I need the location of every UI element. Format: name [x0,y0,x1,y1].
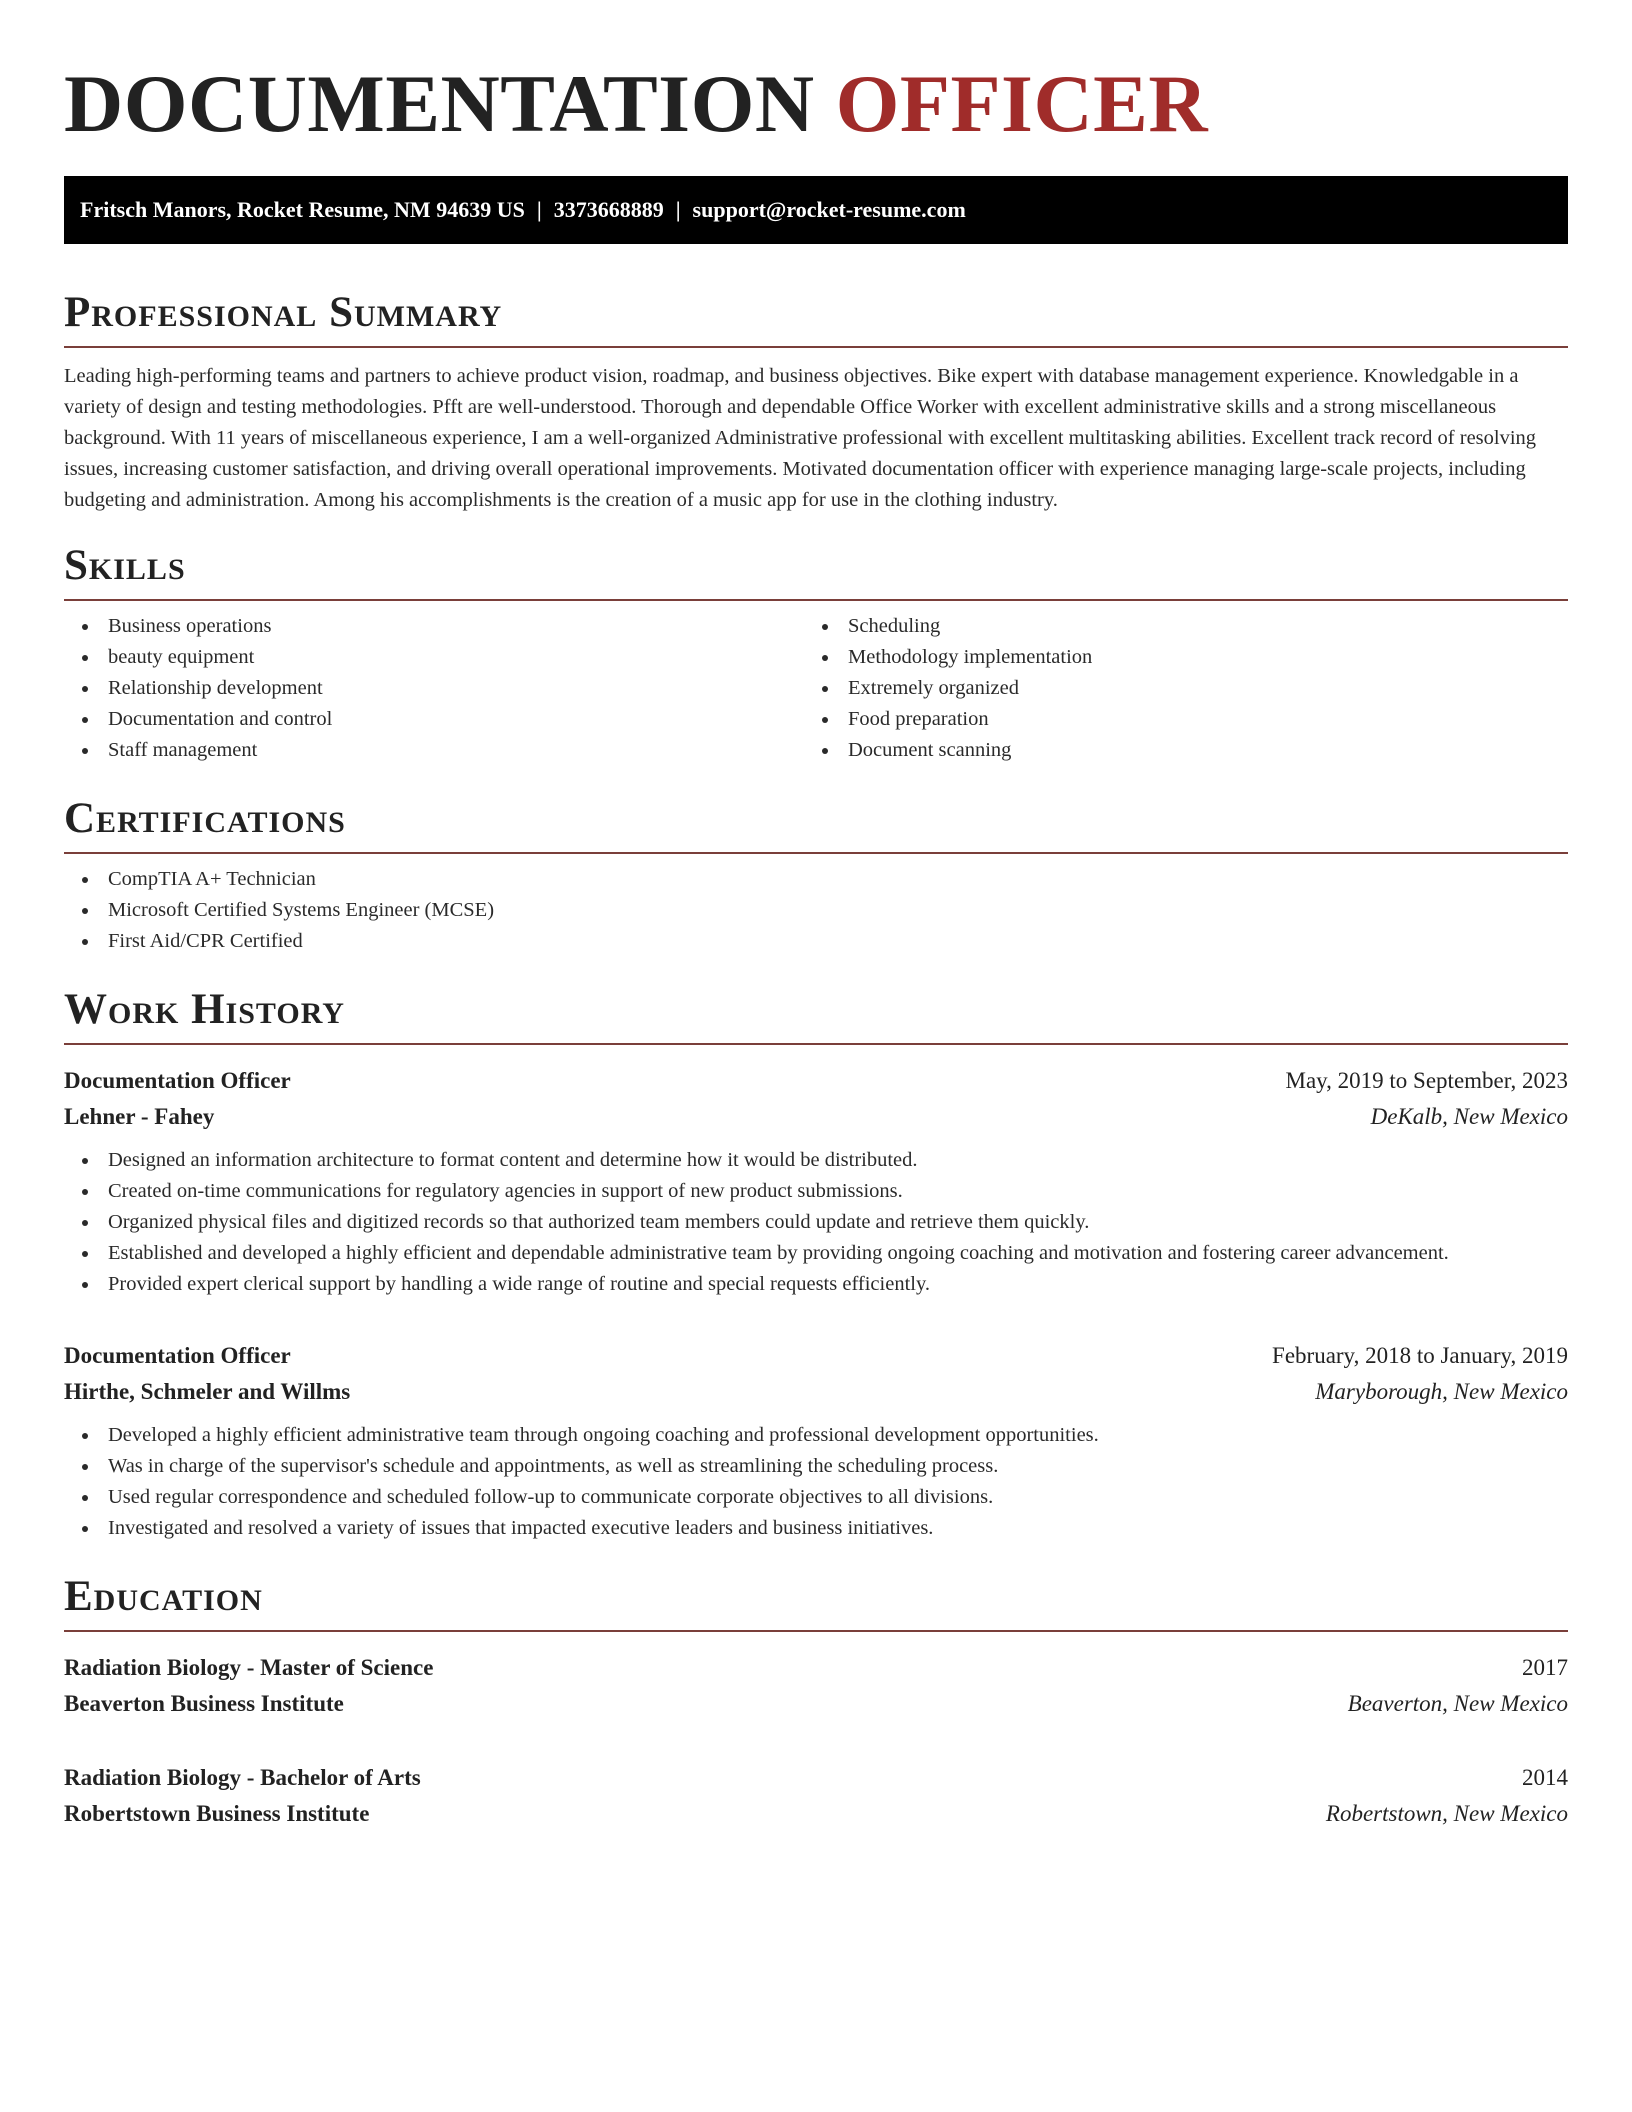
skills-grid [64,601,1568,766]
contact-phone[interactable]: 3373668889 [553,197,664,222]
job-dates: February, 2018 to January, 2019 [1272,1343,1568,1368]
section-title-summary: Professional Summary [64,288,1568,348]
title-last-word: OFFICER [835,58,1209,149]
job-dates: May, 2019 to September, 2023 [1285,1068,1568,1093]
job-duty-item: Provided expert clerical support by handling a wide range of routine and special requests efficiently. [64,1269,1568,1300]
job-company: Hirthe, Schmeler and Willms [64,1379,351,1404]
education-degree-row [64,1760,1568,1796]
job-duty-item: Was in charge of the supervisor's schedule and appointments, as well as streamlining the scheduling process. [64,1451,1568,1482]
education-school: Robertstown Business Institute [64,1801,370,1826]
job-position: Documentation Officer [64,1068,291,1093]
summary-text: Leading high-performing teams and partners to achieve product vision, roadmap, and business objectives. Bike expert with database management experience. Knowledgable in a variety of design and testing methodologies. Pfft are well-understood. Thorough and dependable Office Worker with excellent administrative skills and a strong miscellaneous background. With 11 years of miscellaneous experience, I am a well-organized Administrative professional with excellent multitasking abilities. Excellent track record of resolving issues, increasing customer satisfaction, and driving overall operational improvements. Motivated documentation officer with experience managing large-scale projects, including budgeting and administration. Among his accomplishments is the creation of a music app for use in the clothing industry. [64,365,1537,511]
contact-address: Fritsch Manors, Rocket Resume, NM 94639 US [80,197,525,222]
certification-item: First Aid/CPR Certified [64,926,1568,957]
education-degree-row [64,1650,1568,1686]
skill-item: Extremely organized [804,673,1544,704]
education-year: 2017 [1522,1655,1568,1680]
education-location: Beaverton, New Mexico [1347,1691,1568,1716]
job-duties-list [64,1145,1568,1300]
skill-item: Relationship development [64,673,804,704]
job-entry [64,1063,1568,1300]
job-duty-item: Established and developed a highly efficient and dependable administrative team by providing ongoing coaching and motivation and fostering career advancement. [64,1238,1568,1269]
job-company-row [64,1374,1568,1410]
title-first-word: DOCUMENTATION [64,58,815,149]
skill-item: Methodology implementation [804,642,1544,673]
resume-title [64,58,1568,150]
contact-separator: | [675,197,681,222]
section-title-education: Education [64,1572,1568,1632]
job-header-row [64,1063,1568,1099]
job-company-row [64,1099,1568,1135]
education-year: 2014 [1522,1765,1568,1790]
job-duty-item: Organized physical files and digitized records so that authorized team members could update and retrieve them quickly. [64,1207,1568,1238]
skills-section [64,541,1568,766]
education-degree: Radiation Biology - Master of Science [64,1655,434,1680]
job-location: Maryborough, New Mexico [1315,1379,1568,1404]
education-entry [64,1760,1568,1832]
section-title-certifications: Certifications [64,794,1568,854]
job-duty-item: Investigated and resolved a variety of issues that impacted executive leaders and business initiatives. [64,1513,1568,1544]
skills-list-left [64,611,804,766]
job-duties-list [64,1420,1568,1544]
job-position: Documentation Officer [64,1343,291,1368]
summary-section [64,288,1568,516]
education-school: Beaverton Business Institute [64,1691,344,1716]
resume-page [64,0,1568,1832]
education-degree: Radiation Biology - Bachelor of Arts [64,1765,421,1790]
contact-bar [64,176,1568,244]
education-entry [64,1650,1568,1722]
skill-item: Documentation and control [64,704,804,735]
skill-item: Scheduling [804,611,1544,642]
skill-item: Staff management [64,735,804,766]
education-section [64,1572,1568,1832]
education-location: Robertstown, New Mexico [1325,1801,1568,1826]
skills-list-right [804,611,1544,766]
job-duty-item: Created on-time communications for regulatory agencies in support of new product submissions. [64,1176,1568,1207]
certifications-section [64,794,1568,957]
section-title-skills: Skills [64,541,1568,601]
job-duty-item: Developed a highly efficient administrative team through ongoing coaching and professional development opportunities. [64,1420,1568,1451]
job-duty-item: Designed an information architecture to format content and determine how it would be distributed. [64,1145,1568,1176]
education-school-row [64,1686,1568,1722]
skill-item: Document scanning [804,735,1544,766]
certifications-list [64,864,1568,957]
job-duty-item: Used regular correspondence and scheduled follow-up to communicate corporate objectives to all divisions. [64,1482,1568,1513]
job-entry [64,1338,1568,1544]
skill-item: Food preparation [804,704,1544,735]
job-header-row [64,1338,1568,1374]
certification-item: Microsoft Certified Systems Engineer (MCSE) [64,895,1568,926]
education-school-row [64,1796,1568,1832]
skill-item: beauty equipment [64,642,804,673]
job-location: DeKalb, New Mexico [1370,1104,1568,1129]
certification-item: CompTIA A+ Technician [64,864,1568,895]
contact-separator: | [536,197,542,222]
work-history-section [64,985,1568,1544]
contact-email[interactable]: support@rocket-resume.com [692,197,966,222]
job-company: Lehner - Fahey [64,1104,215,1129]
section-title-work-history: Work History [64,985,1568,1045]
skill-item: Business operations [64,611,804,642]
